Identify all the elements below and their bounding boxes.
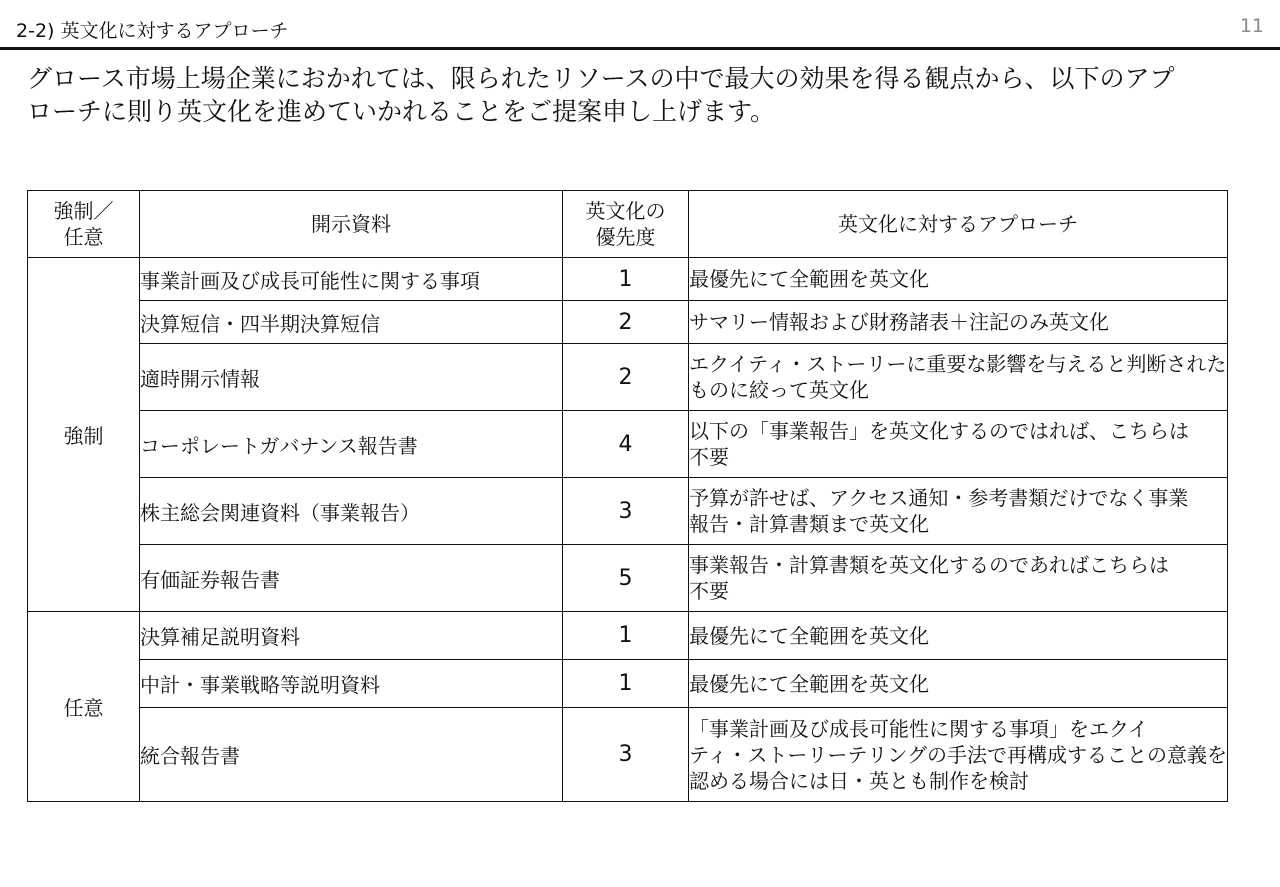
- approach-line: サマリー情報および財務諸表＋注記のみ英文化: [689, 310, 1109, 334]
- approach-table: [27, 190, 1228, 802]
- table-row: [28, 301, 1228, 344]
- approach-cell: [689, 258, 1228, 301]
- approach-line: エクイティ・ストーリーに重要な影響を与えると判断された: [689, 352, 1227, 376]
- table-row: [28, 612, 1228, 660]
- category-optional: 任意: [28, 612, 140, 802]
- page-number: 11: [1239, 15, 1264, 37]
- table-row: [28, 411, 1228, 478]
- priority-cell: 1: [563, 258, 689, 301]
- approach-line: 認める場合には日・英とも制作を検討: [689, 768, 1029, 793]
- header-divider: [0, 47, 1280, 50]
- header-approach: 英文化に対するアプローチ: [689, 191, 1228, 258]
- approach-line: 不要: [689, 579, 729, 603]
- approach-cell: [689, 545, 1228, 612]
- approach-line: ティ・ストーリーテリングの手法で再構成することの意義を: [689, 742, 1227, 767]
- header-priority-line-1: 英文化の: [585, 199, 666, 223]
- page-title: 2-2) 英文化に対するアプローチ: [16, 20, 289, 42]
- approach-line: 「事業計画及び成長可能性に関する事項」をエクイ: [689, 716, 1148, 741]
- priority-cell: 2: [563, 344, 689, 411]
- header-category-line-1: 強制／: [53, 199, 114, 223]
- document-cell: 中計・事業戦略等説明資料: [140, 660, 563, 708]
- table-row: [28, 660, 1228, 708]
- lead-line-1: グロース市場上場企業におかれては、限られたリソースの中で最大の効果を得る観点から、以下のアプ: [27, 64, 1175, 93]
- approach-line: 最優先にて全範囲を英文化: [689, 267, 929, 291]
- document-cell: 株主総会関連資料（事業報告）: [140, 478, 563, 545]
- priority-cell: 3: [563, 708, 689, 802]
- priority-cell: 1: [563, 612, 689, 660]
- approach-cell: [689, 660, 1228, 708]
- priority-cell: 5: [563, 545, 689, 612]
- approach-cell: [689, 344, 1228, 411]
- priority-cell: 1: [563, 660, 689, 708]
- table-row: [28, 344, 1228, 411]
- priority-cell: 4: [563, 411, 689, 478]
- header-priority-line-2: 優先度: [595, 225, 656, 249]
- approach-line: 最優先にて全範囲を英文化: [689, 623, 929, 648]
- lead-paragraph: [27, 62, 1242, 128]
- table-row: [28, 708, 1228, 802]
- table-header-row: [28, 191, 1228, 258]
- header-document: 開示資料: [140, 191, 563, 258]
- approach-line: 最優先にて全範囲を英文化: [689, 671, 929, 696]
- approach-cell: [689, 411, 1228, 478]
- approach-cell: [689, 612, 1228, 660]
- approach-line: 以下の「事業報告」を英文化するのではれば、こちらは: [689, 419, 1189, 443]
- priority-cell: 2: [563, 301, 689, 344]
- table-row: [28, 258, 1228, 301]
- document-cell: 適時開示情報: [140, 344, 563, 411]
- header-priority: [563, 191, 689, 258]
- table-row: [28, 478, 1228, 545]
- approach-line: ものに絞って英文化: [689, 378, 869, 402]
- document-cell: コーポレートガバナンス報告書: [140, 411, 563, 478]
- priority-cell: 3: [563, 478, 689, 545]
- approach-line: 事業報告・計算書類を英文化するのであればこちらは: [689, 553, 1169, 577]
- approach-line: 予算が許せば、アクセス通知・参考書類だけでなく事業: [689, 486, 1189, 510]
- approach-line: 報告・計算書類まで英文化: [689, 512, 929, 536]
- approach-cell: [689, 478, 1228, 545]
- lead-line-2: ローチに則り英文化を進めていかれることをご提案申し上げます。: [27, 97, 776, 126]
- category-mandatory: 強制: [28, 258, 140, 612]
- approach-cell: [689, 301, 1228, 344]
- document-cell: 決算補足説明資料: [140, 612, 563, 660]
- header-category: [28, 191, 140, 258]
- table-row: [28, 545, 1228, 612]
- document-cell: 統合報告書: [140, 708, 563, 802]
- document-cell: 有価証券報告書: [140, 545, 563, 612]
- document-cell: 事業計画及び成長可能性に関する事項: [140, 258, 563, 301]
- approach-cell: [689, 708, 1228, 802]
- document-cell: 決算短信・四半期決算短信: [140, 301, 563, 344]
- approach-line: 不要: [689, 445, 729, 469]
- header-category-line-2: 任意: [63, 225, 104, 249]
